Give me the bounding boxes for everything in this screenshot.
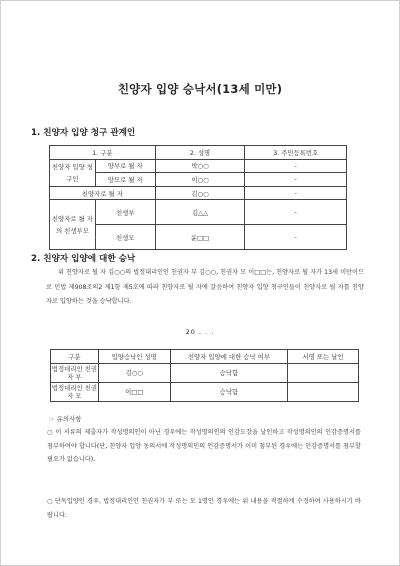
header-category: 구분	[51, 350, 99, 364]
table-header-row	[51, 350, 359, 364]
note-item: ○ 단독입양인 경우, 법정대리인인 친권자가 부 또는 모 1명인 경우에는 위 내용을 적절하게 수정하여 사용하시기 바랍니다.	[47, 498, 361, 519]
table-row	[50, 159, 347, 173]
role-cell: 친양자로 될 자	[50, 186, 156, 200]
role-cell: 양모로 될 자	[95, 173, 155, 187]
header-name: 2. 성명	[155, 146, 245, 160]
table-row	[51, 364, 359, 383]
name-cell: 김△△	[155, 200, 245, 225]
consent-cell: 승낙함	[170, 383, 288, 402]
id-cell: -	[245, 225, 347, 250]
role-cell: 양부로 될 자	[95, 159, 155, 173]
name-cell: 이○○	[155, 173, 245, 187]
role-cell: 법정대리인 친권자 모	[51, 384, 98, 400]
group-petitioners: 친양자 입양 청구인	[50, 159, 96, 186]
section1-heading: 1. 친양자 입양 청구 관계인	[31, 128, 136, 138]
table-row	[51, 383, 359, 402]
notes-title: ☞ 유의사항	[49, 415, 82, 423]
group-birth-parents: 친양자로 될 자의 친생부모	[50, 200, 96, 250]
role-cell: 친생부	[95, 200, 155, 225]
note-item: ○ 이 서류의 제출자가 작성명의인이 아닌 경우에는 작성명의인의 인감도장을 날인하고 작성명의인의 인감증명서를 첨부하여야 합니다(단, 친양자 입양 동의서에 작성명의인의 인감증명서가 이미 첨부된 경우에는 인감증명서를 첨부할 필요가 없습니다).	[47, 429, 361, 463]
document-title: 친양자 입양 승낙서(13세 미만)	[117, 82, 283, 96]
header-consenter-name: 입양승낙인 성명	[98, 350, 170, 364]
id-cell: -	[245, 186, 347, 200]
table-row	[50, 200, 347, 225]
consent-paragraph: 위 친양자로 될 자 김○○의 법정대리인인 친권자 부 김○○, 친권자 모 이□□는, 친양자로 될 자가 13세 미만이므로 민법 제908조의2 제1항 제5호에 따라 친양자로 될 자에 갈음하여 친양자 입양 청구인들이 친양자로 될 자를 친양자로 입양하는 것을 승낙합니다.	[46, 269, 364, 305]
table-header-row	[50, 146, 347, 160]
header-id: 3. 주민등록번호	[245, 146, 347, 160]
name-cell: 김○○	[98, 364, 170, 383]
signature-cell	[288, 383, 359, 402]
relations-table	[49, 145, 347, 250]
name-cell: 이□□	[98, 383, 170, 402]
name-cell: 박○○	[155, 159, 245, 173]
header-consent-status: 친양자 입양에 대한 승낙 여부	[170, 350, 288, 364]
id-cell: -	[245, 173, 347, 187]
role-cell: 친생모	[95, 225, 155, 250]
header-signature: 서명 또는 날인	[288, 350, 359, 364]
header-category: 1. 구분	[50, 146, 156, 160]
id-cell: -	[245, 200, 347, 225]
id-cell: -	[245, 159, 347, 173]
name-cell: 윤□□	[155, 225, 245, 250]
role-cell: 법정대리인 친권자 부	[51, 365, 98, 381]
consent-cell: 승낙함	[170, 364, 288, 383]
name-cell: 김○○	[155, 186, 245, 200]
date-line: 20 . . .	[185, 328, 215, 336]
consent-table	[50, 349, 359, 402]
signature-cell	[288, 364, 359, 383]
section2-heading: 2. 친양자 입양에 대한 승낙	[31, 254, 136, 264]
table-row	[50, 186, 347, 200]
